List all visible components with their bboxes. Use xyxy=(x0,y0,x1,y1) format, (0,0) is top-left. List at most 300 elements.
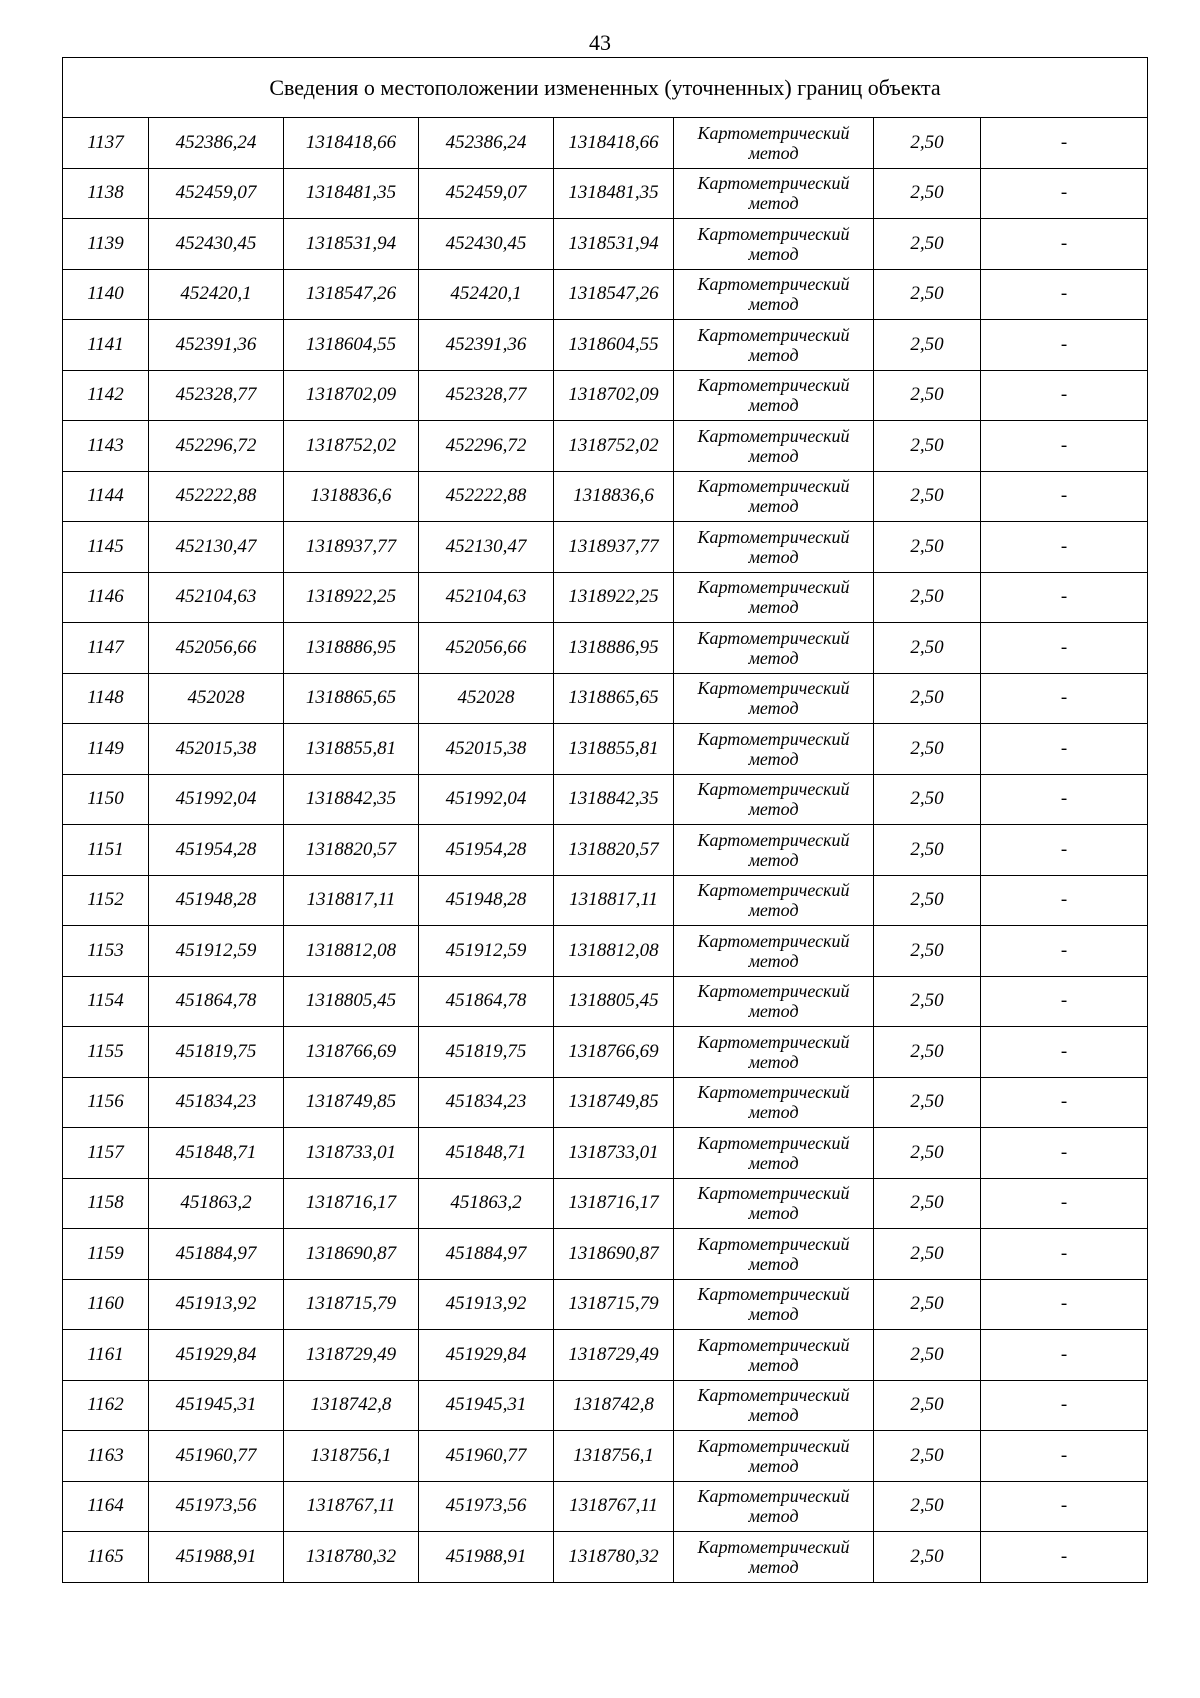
refined-x-cell: 451992,04 xyxy=(419,774,554,825)
existing-x-cell: 452459,07 xyxy=(149,168,284,219)
existing-x-cell: 451912,59 xyxy=(149,926,284,977)
method-line-1: Картометрический xyxy=(697,880,850,901)
method-line-1: Картометрический xyxy=(697,324,850,345)
accuracy-cell: 2,50 xyxy=(874,875,981,926)
existing-x-cell: 451960,77 xyxy=(149,1431,284,1482)
table-row xyxy=(63,1380,1148,1431)
note-cell: - xyxy=(981,219,1148,270)
existing-x-cell: 452430,45 xyxy=(149,219,284,270)
method-line-2: метод xyxy=(748,496,799,517)
method-line-1: Картометрический xyxy=(697,1385,850,1406)
accuracy-cell: 2,50 xyxy=(874,421,981,472)
table-row xyxy=(63,1229,1148,1280)
method-cell xyxy=(674,774,874,825)
existing-y-cell: 1318842,35 xyxy=(284,774,419,825)
existing-x-cell: 451988,91 xyxy=(149,1532,284,1583)
method-line-2: метод xyxy=(748,395,799,416)
table-body xyxy=(63,58,1148,1583)
note-cell: - xyxy=(981,1229,1148,1280)
table-row xyxy=(63,976,1148,1027)
accuracy-cell: 2,50 xyxy=(874,926,981,977)
method-cell xyxy=(674,875,874,926)
method-line-1: Картометрический xyxy=(697,526,850,547)
method-cell xyxy=(674,825,874,876)
existing-y-cell: 1318820,57 xyxy=(284,825,419,876)
accuracy-cell: 2,50 xyxy=(874,724,981,775)
note-cell: - xyxy=(981,320,1148,371)
point-number-cell: 1145 xyxy=(63,522,149,573)
point-number-cell: 1149 xyxy=(63,724,149,775)
accuracy-cell: 2,50 xyxy=(874,370,981,421)
existing-y-cell: 1318766,69 xyxy=(284,1027,419,1078)
method-cell xyxy=(674,1128,874,1179)
method-line-1: Картометрический xyxy=(697,829,850,850)
method-cell xyxy=(674,976,874,1027)
note-cell: - xyxy=(981,976,1148,1027)
note-cell: - xyxy=(981,1481,1148,1532)
existing-x-cell: 451948,28 xyxy=(149,875,284,926)
existing-y-cell: 1318690,87 xyxy=(284,1229,419,1280)
refined-x-cell: 452296,72 xyxy=(419,421,554,472)
refined-y-cell: 1318742,8 xyxy=(554,1380,674,1431)
method-line-2: метод xyxy=(748,1152,799,1173)
refined-x-cell: 451884,97 xyxy=(419,1229,554,1280)
accuracy-cell: 2,50 xyxy=(874,269,981,320)
page-number: 43 xyxy=(589,30,611,55)
point-number-cell: 1159 xyxy=(63,1229,149,1280)
existing-x-cell: 452028 xyxy=(149,673,284,724)
note-cell: - xyxy=(981,269,1148,320)
point-number-cell: 1143 xyxy=(63,421,149,472)
method-line-1: Картометрический xyxy=(697,779,850,800)
refined-x-cell: 451913,92 xyxy=(419,1279,554,1330)
refined-y-cell: 1318604,55 xyxy=(554,320,674,371)
method-line-2: метод xyxy=(748,597,799,618)
point-number-cell: 1139 xyxy=(63,219,149,270)
method-cell xyxy=(674,623,874,674)
refined-x-cell: 452328,77 xyxy=(419,370,554,421)
note-cell: - xyxy=(981,875,1148,926)
existing-y-cell: 1318531,94 xyxy=(284,219,419,270)
point-number-cell: 1151 xyxy=(63,825,149,876)
method-line-2: метод xyxy=(748,344,799,365)
existing-y-cell: 1318604,55 xyxy=(284,320,419,371)
refined-y-cell: 1318817,11 xyxy=(554,875,674,926)
method-line-1: Картометрический xyxy=(697,1435,850,1456)
method-cell xyxy=(674,370,874,421)
existing-x-cell: 452386,24 xyxy=(149,118,284,169)
refined-y-cell: 1318702,09 xyxy=(554,370,674,421)
method-line-2: метод xyxy=(748,950,799,971)
refined-y-cell: 1318547,26 xyxy=(554,269,674,320)
refined-y-cell: 1318865,65 xyxy=(554,673,674,724)
refined-x-cell: 452430,45 xyxy=(419,219,554,270)
table-row xyxy=(63,926,1148,977)
accuracy-cell: 2,50 xyxy=(874,1330,981,1381)
method-line-2: метод xyxy=(748,647,799,668)
refined-x-cell: 452130,47 xyxy=(419,522,554,573)
method-line-1: Картометрический xyxy=(697,122,850,143)
method-cell xyxy=(674,724,874,775)
note-cell: - xyxy=(981,471,1148,522)
method-line-1: Картометрический xyxy=(697,1284,850,1305)
method-cell xyxy=(674,1330,874,1381)
refined-x-cell: 451848,71 xyxy=(419,1128,554,1179)
method-cell xyxy=(674,1027,874,1078)
method-line-1: Картометрический xyxy=(697,223,850,244)
refined-y-cell: 1318836,6 xyxy=(554,471,674,522)
method-line-1: Картометрический xyxy=(697,981,850,1002)
method-cell xyxy=(674,673,874,724)
refined-y-cell: 1318937,77 xyxy=(554,522,674,573)
existing-x-cell: 452391,36 xyxy=(149,320,284,371)
refined-y-cell: 1318716,17 xyxy=(554,1178,674,1229)
note-cell: - xyxy=(981,1027,1148,1078)
note-cell: - xyxy=(981,118,1148,169)
refined-y-cell: 1318531,94 xyxy=(554,219,674,270)
existing-x-cell: 451834,23 xyxy=(149,1077,284,1128)
existing-x-cell: 452056,66 xyxy=(149,623,284,674)
point-number-cell: 1153 xyxy=(63,926,149,977)
table-row xyxy=(63,1077,1148,1128)
method-line-2: метод xyxy=(748,294,799,315)
existing-y-cell: 1318855,81 xyxy=(284,724,419,775)
existing-y-cell: 1318547,26 xyxy=(284,269,419,320)
existing-y-cell: 1318481,35 xyxy=(284,168,419,219)
accuracy-cell: 2,50 xyxy=(874,1279,981,1330)
method-line-2: метод xyxy=(748,1253,799,1274)
accuracy-cell: 2,50 xyxy=(874,1431,981,1482)
refined-y-cell: 1318855,81 xyxy=(554,724,674,775)
existing-x-cell: 452296,72 xyxy=(149,421,284,472)
table-row xyxy=(63,1178,1148,1229)
existing-y-cell: 1318865,65 xyxy=(284,673,419,724)
existing-x-cell: 452130,47 xyxy=(149,522,284,573)
method-cell xyxy=(674,269,874,320)
table-row xyxy=(63,269,1148,320)
accuracy-cell: 2,50 xyxy=(874,320,981,371)
accuracy-cell: 2,50 xyxy=(874,673,981,724)
method-cell xyxy=(674,320,874,371)
method-line-2: метод xyxy=(748,445,799,466)
refined-x-cell: 452222,88 xyxy=(419,471,554,522)
note-cell: - xyxy=(981,572,1148,623)
accuracy-cell: 2,50 xyxy=(874,976,981,1027)
existing-y-cell: 1318716,17 xyxy=(284,1178,419,1229)
method-cell xyxy=(674,168,874,219)
method-cell xyxy=(674,522,874,573)
table-row xyxy=(63,370,1148,421)
existing-y-cell: 1318742,8 xyxy=(284,1380,419,1431)
method-cell xyxy=(674,471,874,522)
table-title-row xyxy=(63,58,1148,118)
accuracy-cell: 2,50 xyxy=(874,1027,981,1078)
accuracy-cell: 2,50 xyxy=(874,219,981,270)
boundary-coordinates-table xyxy=(62,57,1148,1583)
refined-y-cell: 1318820,57 xyxy=(554,825,674,876)
note-cell: - xyxy=(981,825,1148,876)
method-line-2: метод xyxy=(748,1051,799,1072)
refined-x-cell: 452386,24 xyxy=(419,118,554,169)
existing-y-cell: 1318812,08 xyxy=(284,926,419,977)
method-line-1: Картометрический xyxy=(697,728,850,749)
refined-x-cell: 451960,77 xyxy=(419,1431,554,1482)
existing-x-cell: 451954,28 xyxy=(149,825,284,876)
accuracy-cell: 2,50 xyxy=(874,168,981,219)
refined-x-cell: 452028 xyxy=(419,673,554,724)
note-cell: - xyxy=(981,421,1148,472)
existing-x-cell: 451913,92 xyxy=(149,1279,284,1330)
method-line-2: метод xyxy=(748,1304,799,1325)
refined-y-cell: 1318729,49 xyxy=(554,1330,674,1381)
note-cell: - xyxy=(981,1330,1148,1381)
method-cell xyxy=(674,1229,874,1280)
point-number-cell: 1150 xyxy=(63,774,149,825)
table-row xyxy=(63,1027,1148,1078)
accuracy-cell: 2,50 xyxy=(874,1229,981,1280)
note-cell: - xyxy=(981,673,1148,724)
refined-y-cell: 1318715,79 xyxy=(554,1279,674,1330)
refined-x-cell: 451945,31 xyxy=(419,1380,554,1431)
point-number-cell: 1141 xyxy=(63,320,149,371)
existing-x-cell: 451929,84 xyxy=(149,1330,284,1381)
table-row xyxy=(63,118,1148,169)
refined-y-cell: 1318805,45 xyxy=(554,976,674,1027)
table-row xyxy=(63,572,1148,623)
table-row xyxy=(63,168,1148,219)
refined-x-cell: 451863,2 xyxy=(419,1178,554,1229)
existing-y-cell: 1318937,77 xyxy=(284,522,419,573)
method-line-2: метод xyxy=(748,900,799,921)
method-line-1: Картометрический xyxy=(697,678,850,699)
refined-x-cell: 452459,07 xyxy=(419,168,554,219)
point-number-cell: 1165 xyxy=(63,1532,149,1583)
existing-x-cell: 451992,04 xyxy=(149,774,284,825)
point-number-cell: 1163 xyxy=(63,1431,149,1482)
point-number-cell: 1154 xyxy=(63,976,149,1027)
point-number-cell: 1152 xyxy=(63,875,149,926)
method-cell xyxy=(674,118,874,169)
method-line-2: метод xyxy=(748,1506,799,1527)
refined-x-cell: 451819,75 xyxy=(419,1027,554,1078)
table-row xyxy=(63,1330,1148,1381)
method-line-1: Картометрический xyxy=(697,1334,850,1355)
refined-x-cell: 451988,91 xyxy=(419,1532,554,1583)
point-number-cell: 1158 xyxy=(63,1178,149,1229)
note-cell: - xyxy=(981,926,1148,977)
point-number-cell: 1164 xyxy=(63,1481,149,1532)
accuracy-cell: 2,50 xyxy=(874,825,981,876)
accuracy-cell: 2,50 xyxy=(874,1532,981,1583)
accuracy-cell: 2,50 xyxy=(874,1128,981,1179)
method-cell xyxy=(674,1077,874,1128)
method-line-1: Картометрический xyxy=(697,930,850,951)
existing-y-cell: 1318702,09 xyxy=(284,370,419,421)
existing-y-cell: 1318817,11 xyxy=(284,875,419,926)
refined-x-cell: 452104,63 xyxy=(419,572,554,623)
method-cell xyxy=(674,421,874,472)
method-line-1: Картометрический xyxy=(697,1233,850,1254)
method-line-1: Картометрический xyxy=(697,1486,850,1507)
refined-x-cell: 451948,28 xyxy=(419,875,554,926)
method-line-1: Картометрический xyxy=(697,476,850,497)
existing-x-cell: 452015,38 xyxy=(149,724,284,775)
existing-x-cell: 451884,97 xyxy=(149,1229,284,1280)
method-line-2: метод xyxy=(748,1455,799,1476)
existing-x-cell: 452328,77 xyxy=(149,370,284,421)
refined-y-cell: 1318780,32 xyxy=(554,1532,674,1583)
table-row xyxy=(63,724,1148,775)
method-cell xyxy=(674,926,874,977)
note-cell: - xyxy=(981,1431,1148,1482)
existing-y-cell: 1318749,85 xyxy=(284,1077,419,1128)
table-row xyxy=(63,471,1148,522)
method-line-2: метод xyxy=(748,1203,799,1224)
method-cell xyxy=(674,1380,874,1431)
method-line-2: метод xyxy=(748,243,799,264)
point-number-cell: 1147 xyxy=(63,623,149,674)
note-cell: - xyxy=(981,1279,1148,1330)
point-number-cell: 1160 xyxy=(63,1279,149,1330)
method-line-2: метод xyxy=(748,193,799,214)
note-cell: - xyxy=(981,1178,1148,1229)
accuracy-cell: 2,50 xyxy=(874,118,981,169)
note-cell: - xyxy=(981,522,1148,573)
method-cell xyxy=(674,219,874,270)
existing-x-cell: 451945,31 xyxy=(149,1380,284,1431)
method-line-1: Картометрический xyxy=(697,577,850,598)
table-row xyxy=(63,219,1148,270)
table-row xyxy=(63,522,1148,573)
point-number-cell: 1142 xyxy=(63,370,149,421)
note-cell: - xyxy=(981,1380,1148,1431)
note-cell: - xyxy=(981,1128,1148,1179)
existing-y-cell: 1318780,32 xyxy=(284,1532,419,1583)
note-cell: - xyxy=(981,774,1148,825)
note-cell: - xyxy=(981,724,1148,775)
existing-y-cell: 1318752,02 xyxy=(284,421,419,472)
table-row xyxy=(63,1532,1148,1583)
refined-y-cell: 1318756,1 xyxy=(554,1431,674,1482)
table-row xyxy=(63,1279,1148,1330)
table-row xyxy=(63,320,1148,371)
point-number-cell: 1156 xyxy=(63,1077,149,1128)
method-line-1: Картометрический xyxy=(697,274,850,295)
accuracy-cell: 2,50 xyxy=(874,471,981,522)
note-cell: - xyxy=(981,370,1148,421)
method-cell xyxy=(674,1431,874,1482)
method-line-2: метод xyxy=(748,1102,799,1123)
method-line-2: метод xyxy=(748,748,799,769)
method-cell xyxy=(674,572,874,623)
existing-x-cell: 451819,75 xyxy=(149,1027,284,1078)
refined-y-cell: 1318418,66 xyxy=(554,118,674,169)
existing-y-cell: 1318729,49 xyxy=(284,1330,419,1381)
refined-x-cell: 451912,59 xyxy=(419,926,554,977)
point-number-cell: 1148 xyxy=(63,673,149,724)
existing-y-cell: 1318756,1 xyxy=(284,1431,419,1482)
existing-x-cell: 452222,88 xyxy=(149,471,284,522)
existing-x-cell: 452104,63 xyxy=(149,572,284,623)
point-number-cell: 1157 xyxy=(63,1128,149,1179)
method-cell xyxy=(674,1481,874,1532)
method-line-2: метод xyxy=(748,1354,799,1375)
method-line-2: метод xyxy=(748,1001,799,1022)
refined-x-cell: 451834,23 xyxy=(419,1077,554,1128)
refined-x-cell: 452015,38 xyxy=(419,724,554,775)
method-line-1: Картометрический xyxy=(697,627,850,648)
method-line-1: Картометрический xyxy=(697,1082,850,1103)
accuracy-cell: 2,50 xyxy=(874,1077,981,1128)
method-line-2: метод xyxy=(748,849,799,870)
refined-y-cell: 1318842,35 xyxy=(554,774,674,825)
point-number-cell: 1161 xyxy=(63,1330,149,1381)
existing-y-cell: 1318836,6 xyxy=(284,471,419,522)
table-row xyxy=(63,1431,1148,1482)
note-cell: - xyxy=(981,623,1148,674)
existing-x-cell: 451863,2 xyxy=(149,1178,284,1229)
point-number-cell: 1137 xyxy=(63,118,149,169)
refined-y-cell: 1318690,87 xyxy=(554,1229,674,1280)
refined-x-cell: 452391,36 xyxy=(419,320,554,371)
existing-y-cell: 1318767,11 xyxy=(284,1481,419,1532)
refined-y-cell: 1318812,08 xyxy=(554,926,674,977)
note-cell: - xyxy=(981,168,1148,219)
table-row xyxy=(63,774,1148,825)
method-cell xyxy=(674,1178,874,1229)
refined-x-cell: 451954,28 xyxy=(419,825,554,876)
accuracy-cell: 2,50 xyxy=(874,623,981,674)
method-line-1: Картометрический xyxy=(697,173,850,194)
table-row xyxy=(63,1128,1148,1179)
point-number-cell: 1155 xyxy=(63,1027,149,1078)
method-line-2: метод xyxy=(748,546,799,567)
point-number-cell: 1146 xyxy=(63,572,149,623)
accuracy-cell: 2,50 xyxy=(874,572,981,623)
existing-y-cell: 1318715,79 xyxy=(284,1279,419,1330)
existing-y-cell: 1318922,25 xyxy=(284,572,419,623)
table-row xyxy=(63,421,1148,472)
refined-y-cell: 1318749,85 xyxy=(554,1077,674,1128)
refined-y-cell: 1318733,01 xyxy=(554,1128,674,1179)
accuracy-cell: 2,50 xyxy=(874,522,981,573)
method-line-2: метод xyxy=(748,1405,799,1426)
table-row xyxy=(63,1481,1148,1532)
accuracy-cell: 2,50 xyxy=(874,1380,981,1431)
refined-y-cell: 1318481,35 xyxy=(554,168,674,219)
refined-y-cell: 1318886,95 xyxy=(554,623,674,674)
table-row xyxy=(63,623,1148,674)
table-row xyxy=(63,875,1148,926)
refined-x-cell: 451973,56 xyxy=(419,1481,554,1532)
existing-y-cell: 1318418,66 xyxy=(284,118,419,169)
existing-y-cell: 1318733,01 xyxy=(284,1128,419,1179)
method-cell xyxy=(674,1532,874,1583)
existing-x-cell: 451848,71 xyxy=(149,1128,284,1179)
method-line-1: Картометрический xyxy=(697,1536,850,1557)
method-line-2: метод xyxy=(748,698,799,719)
existing-x-cell: 452420,1 xyxy=(149,269,284,320)
point-number-cell: 1144 xyxy=(63,471,149,522)
table-row xyxy=(63,825,1148,876)
method-line-2: метод xyxy=(748,1556,799,1577)
method-line-2: метод xyxy=(748,142,799,163)
note-cell: - xyxy=(981,1532,1148,1583)
method-line-1: Картометрический xyxy=(697,425,850,446)
accuracy-cell: 2,50 xyxy=(874,1178,981,1229)
method-cell xyxy=(674,1279,874,1330)
point-number-cell: 1162 xyxy=(63,1380,149,1431)
